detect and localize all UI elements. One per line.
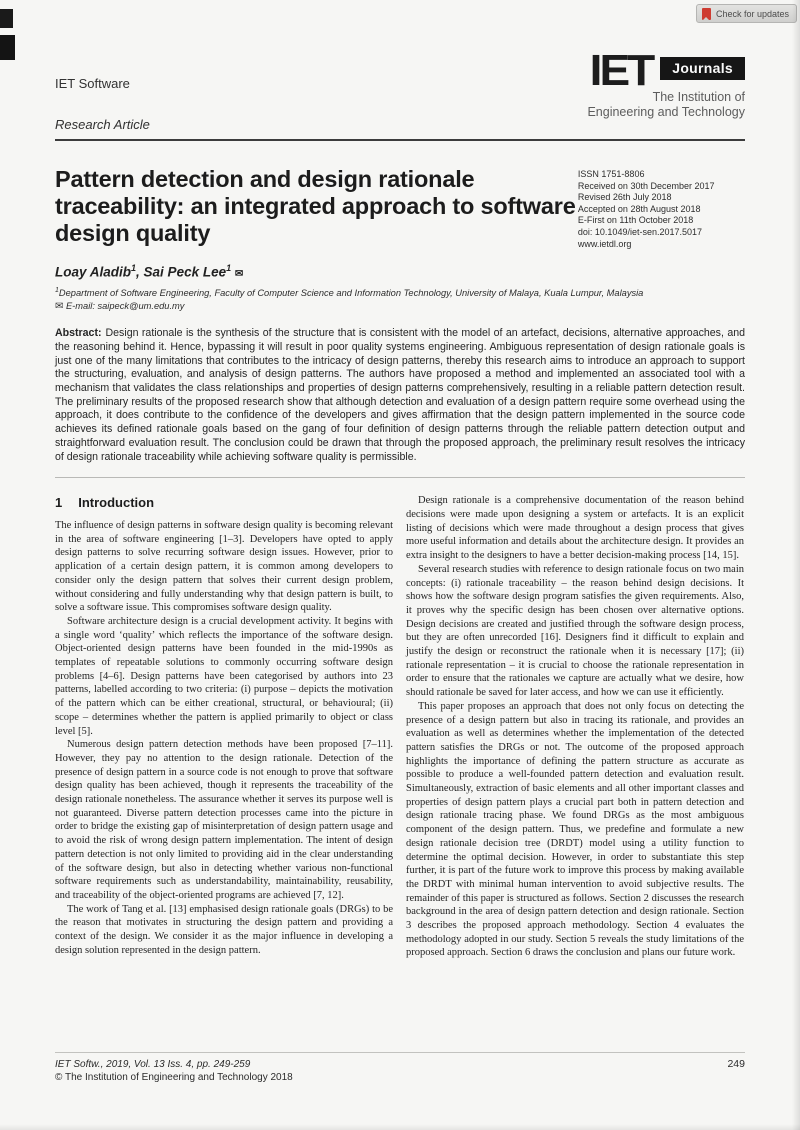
author-superscript-2: 1 [226, 263, 232, 274]
article-body [55, 494, 745, 960]
meta-accepted: Accepted on 28th August 2018 [577, 203, 701, 214]
section-title: Introduction [78, 495, 155, 511]
page-footer [55, 1058, 745, 1084]
article-type: Research Article [55, 117, 150, 132]
paragraph: Software architecture design is a crucial development activity. It begins with a single word ‘quality’ which reflects the importance of the software design. Object-oriented design patterns have been founded in the mid-1990s as templates of repeatable solutions to commonly occurring software design problems [4–6]. Design patterns have been categorised by authors into 23 patterns, labelled according to two criteria: (i) purpose – depicts the motivation of the pattern which can be either creational, structural, or behavioural; (ii) scope – determines whether the pattern is applied primarily to object or class level [5]. [55, 615, 393, 737]
institution-line-2: Engineering and Technology [587, 105, 745, 119]
scan-artifact [0, 9, 13, 28]
check-for-updates-label: Check for updates [715, 8, 789, 19]
author-name-1: Loay Aladib [55, 264, 132, 280]
meta-received: Received on 30th December 2017 [577, 180, 715, 191]
iet-logo [545, 45, 745, 120]
paragraph: The influence of design patterns in software design quality is becoming relevant in the area of software engineering [1–3]. Developers have opted to apply design patterns to solve recurring software design issues. However, prior to application of a certain design pattern, it is common among developers to consider only the design pattern that solves their current design problem, without considering and fully understanding why that design pattern is built, to solve a software issue. This compromises software design quality. [55, 519, 393, 614]
page-header [55, 0, 745, 150]
footer-divider [55, 1052, 745, 1053]
paragraph: This paper proposes an approach that does not only focus on detecting the presence of a design pattern but also in tracing its rationale, and provides an evaluation as well as determines whether the implementation of the detected pattern satisfies the DRGs or not. The outcome of the proposed approach highlights the importance of defining the pattern structure as accurate as possible to produce a well-founded pattern detection and evaluation result. Simultaneously, extraction of basic elements and all other important classes and properties of design pattern plays a crucial part both in pattern detection and design rationale tracing phase. We found DRGs as the most ambiguous component of the design pattern. Thus, we predefine and formulate a new design rationale decision tree (DRDT) model using a utility function to determine the optimal decision. However, in order to substantiate this step further, it is part of the future work to improve this process by making available the DRDT with minimal human intervention to avoid subjective results. The remainder of this paper is structured as follows. Section 2 discusses the research background in the area of design pattern detection and design rationale. Section 3 describes the proposed approach methodology. Section 4 evaluates the methodology adopted in our study. Section 5 reveals the study limitations of the proposed approach. Section 6 draws the conclusion and plans our future work. [406, 700, 744, 959]
left-column [55, 494, 393, 960]
email-icon: ✉ [55, 301, 64, 313]
author-line [55, 263, 745, 280]
abstract-text: Design rationale is the synthesis of the structure that is consistent with the model of an artefact, decisions, alternative approaches, and the reasoning behind it. Hence, bypassing it will result in poor quality systems engineering. Ambiguous representation of design rationale goals is just one of the many limitations that contributes to the intricacy of design patterns, thereby this research aims to introduce an approach to support the structuring, evaluation, and analysis of design patterns. The authors have proposed a method and implemented an associated tool with a mechanism that validates the class relationships and properties of design patterns comprehensively, resulting in a reliable pattern detection result. The preliminary results of the proposed research show that although detection and evaluation of a design pattern require some overhead using the approach, it does contribute to the confidence of the developers and gives affirmation that the design pattern implemented in the source code achieves its defined rationale goals based on the gang of four definition of design patterns through the reliable pattern detection output and straightforward evaluation result. The conclusion could be drawn that through the proposed approach, the preliminary result resolves the intricacy of design rationale traceability while achieving software quality is permissible. [55, 327, 745, 463]
paragraph: The work of Tang et al. [13] emphasised design rationale goals (DRGs) to be the reason that motivates in structuring the design pattern and providing a context of the design. We consider it as the major influence in developing a design solution represented in the design pattern. [55, 903, 393, 956]
journal-name: IET Software [55, 76, 130, 91]
institution-line-1: The Institution of [652, 90, 745, 104]
abstract [55, 327, 745, 464]
article-meta [578, 166, 745, 250]
section-number: 1 [55, 495, 63, 511]
author-name-2: Sai Peck Lee [143, 264, 227, 280]
journals-badge: Journals [660, 57, 745, 80]
page-edge-shadow [0, 1124, 800, 1130]
footer-citation: IET Softw., 2019, Vol. 13 Iss. 4, pp. 249-259 [55, 1059, 251, 1070]
paragraph: Design rationale is a comprehensive documentation of the reason behind decisions were made upon designing a system or artefacts. It is an explicit listing of decisions which were made throughout a design process that gives more useful information and details about the architecture design. It provides an extra insight to the designers to have a better decision-making process [14, 15]. [406, 495, 744, 562]
meta-doi: doi: 10.1049/iet-sen.2017.5017 [577, 226, 703, 237]
meta-revised: Revised 26th July 2018 [577, 192, 672, 203]
affiliation [55, 285, 745, 300]
meta-issn: ISSN 1751-8806 [577, 169, 645, 179]
affiliation-text: Department of Software Engineering, Faculty of Computer Science and Information Technology, University of Malaya, Kuala Lumpur, Malaysia [58, 287, 644, 298]
meta-efirst: E-First on 11th October 2018 [577, 215, 694, 226]
corresponding-author-icon: ✉ [234, 268, 244, 280]
abstract-divider [55, 477, 745, 478]
paragraph: Several research studies with reference to design rationale focus on two main concepts: (i) rationale traceability – the reason behind design decisions. It shows how the software design program satisfies the given requirements. Also, it proves why the specific design has been chosen over alternative options. Design decisions are created and justified through the software design process, but they are often unrecorded [16]. Designers find it difficult to explain and justify the design or reconstruct the rationale when it is necessary [17]; (ii) rationale representation – it is crucial to choose the rationale representation in order to ensure that the rationales we capture are actually what we desire, how should rationale be saved for later access, and how we can use it efficiently. [406, 563, 744, 699]
page-number: 249 [727, 1058, 745, 1070]
email-address[interactable]: E-mail: saipeck@um.edu.my [65, 301, 185, 312]
meta-website: www.ietdl.org [577, 238, 632, 249]
iet-logo-text: IET [589, 45, 653, 95]
paper-title: Pattern detection and design rationale traceability: an integrated approach to software design quality [55, 166, 576, 246]
section-heading [55, 496, 393, 510]
author-separator: , [136, 264, 144, 280]
paragraph: Numerous design pattern detection methods have been proposed [7–11]. However, they pay no attention to the design rationale. Detection of the presence of design pattern in a source code is not enough to prove that software design quality has been achieved, though it represents the traceability of the design rationale nonetheless. The assurance whether it serves its purpose well is not guaranteed. Diverse pattern detection processes came into the picture in order to bridge the existing gap of misinterpretation of design pattern usage and to avoid the risk of wrong design pattern implementation. The intent of design pattern detection is not only limited to providing aid in the clear understanding of the software design, but also in detecting whether various non-functional software requirements such as understandability, maintainability, reusability, and traceability of the object-oriented programs are achieved [7, 12]. [55, 739, 393, 901]
abstract-label: Abstract: [55, 327, 102, 340]
email-line [55, 301, 745, 312]
footer-copyright: © The Institution of Engineering and Technology 2018 [55, 1072, 293, 1083]
scan-artifact [0, 35, 15, 60]
author-superscript-1: 1 [131, 263, 137, 274]
affiliation-superscript: 1 [55, 286, 59, 294]
page-edge-shadow [792, 0, 800, 1130]
header-divider [55, 139, 745, 141]
right-column [406, 494, 744, 960]
